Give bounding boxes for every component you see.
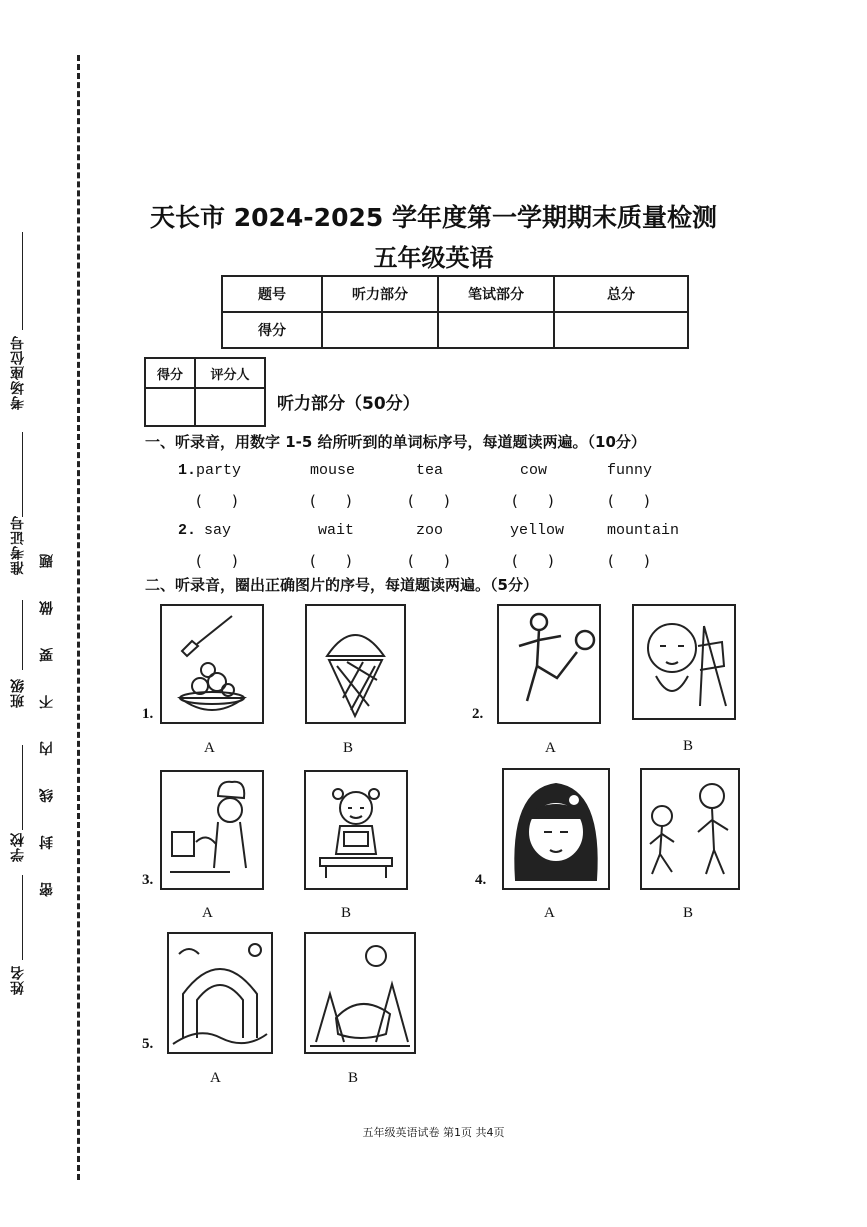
word-item: tea [416,462,444,479]
score-cell[interactable] [438,312,554,348]
word-item: cow [520,462,548,479]
option-a-label: A [210,1070,221,1086]
answer-blank[interactable]: ( ) [196,552,238,570]
answer-blank[interactable]: ( ) [310,552,352,570]
football-player-icon[interactable] [497,604,601,724]
question-number: 3. [142,872,154,888]
class-label: 班级 [10,678,26,708]
school-line [22,745,23,830]
page-subtitle: 五年级英语 [373,244,494,272]
grader-score-label: 得分 [145,358,195,388]
answer-blank[interactable]: ( ) [608,492,650,510]
score-row-label: 得分 [222,312,322,348]
answer-blank[interactable]: ( ) [408,492,450,510]
option-a-label: A [204,740,215,756]
option-b-label: B [341,905,352,921]
question-number: 1. [142,706,154,722]
grader-label: 评分人 [195,358,265,388]
two-children-icon[interactable] [640,768,740,890]
page-footer: 五年级英语试卷 第1页 共4页 [362,1126,505,1139]
grader-box [144,357,266,427]
painting-icon[interactable] [632,604,736,720]
cook-icon[interactable] [160,770,264,890]
answer-blank[interactable]: ( ) [310,492,352,510]
option-b-label: B [683,738,694,754]
score-table [221,275,689,349]
score-header-cell: 笔试部分 [438,276,554,312]
exam-no-label: 准考证号 [10,515,26,575]
word-item: say [204,522,232,539]
question-number: 2. [472,706,484,722]
listening-title: 听力部分（50分） [277,394,420,414]
answer-blank[interactable]: ( ) [512,492,554,510]
answer-blank[interactable]: ( ) [608,552,650,570]
word-item: mouse [310,462,356,479]
row1-number: 1. [178,462,197,479]
bridge-icon[interactable] [167,932,273,1054]
score-header-cell: 听力部分 [322,276,438,312]
answer-blank[interactable]: ( ) [408,552,450,570]
option-b-label: B [683,905,694,921]
option-b-label: B [343,740,354,756]
seal-notice: 密 封 线 内 不 要 做 题 [39,540,55,897]
answer-blank[interactable]: ( ) [196,492,238,510]
girl-portrait-icon[interactable] [502,768,610,890]
score-header-cell: 总分 [554,276,688,312]
option-a-label: A [544,905,555,921]
score-header-cell: 题号 [222,276,322,312]
school-label: 学校 [10,832,26,862]
option-a-label: A [202,905,213,921]
salad-icon[interactable] [160,604,264,724]
word-item: party [196,462,242,479]
grader-name-cell[interactable] [195,388,265,426]
word-item: wait [318,522,355,539]
forest-icon[interactable] [304,932,416,1054]
name-line [22,875,23,960]
name-label: 姓名 [10,965,26,995]
row2-number: 2. [178,522,197,539]
option-a-label: A [545,740,556,756]
section2-instruction: 二、听录音，圈出正确图片的序号，每道题读两遍。（5分） [145,576,538,594]
question-number: 4. [475,872,487,888]
page-title: 天长市 2024-2025 学年度第一学期期末质量检测 [150,203,717,232]
seat-label: 考场座位号 [10,335,26,410]
word-item: funny [607,462,653,479]
class-line [22,600,23,670]
answer-blank[interactable]: ( ) [512,552,554,570]
grader-score-cell[interactable] [145,388,195,426]
question-number: 5. [142,1036,154,1052]
exam-no-line [22,432,23,517]
reading-girl-icon[interactable] [304,770,408,890]
ice-cream-icon[interactable] [305,604,406,724]
word-item: zoo [416,522,444,539]
score-cell[interactable] [322,312,438,348]
option-b-label: B [348,1070,359,1086]
score-cell[interactable] [554,312,688,348]
section1-instruction: 一、听录音，用数字 1-5 给所听到的单词标序号，每道题读两遍。（10分） [145,433,646,451]
word-item: mountain [607,522,680,539]
word-item: yellow [510,522,565,539]
